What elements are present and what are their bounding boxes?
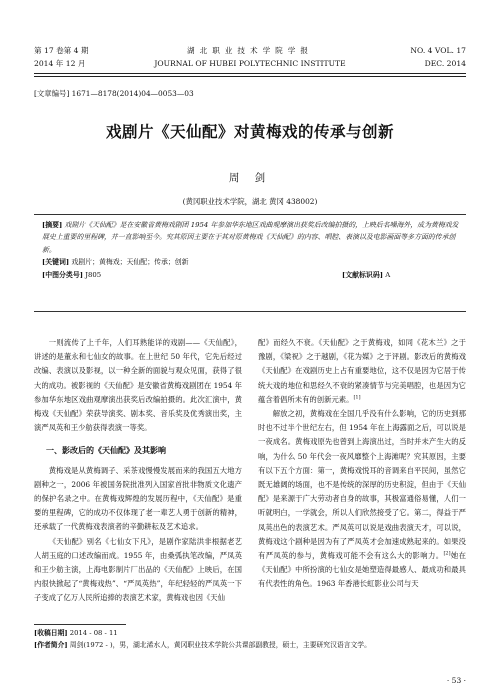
- footnote-author: [34, 639, 474, 651]
- doc-value: A: [385, 270, 391, 279]
- article-author: 周 剑: [228, 172, 272, 184]
- header-month-year: DEC. 2014: [424, 59, 466, 68]
- author-bio-label: [作者简介]: [34, 641, 68, 649]
- section-heading-1: 一、影改后的《天仙配》及其影响: [46, 445, 166, 456]
- abstract-text: 戏剧片《天仙配》是在安徽省黄梅戏剧团 1954 年参加华东地区戏曲观摩演出获奖后改编拍摄的，上映后名噪海外，成为黄梅戏发展史上重要的里程碑，并一直影响至今。究其原因主要在于其对原黄梅戏《天仙配》的内容、唱腔、表演以及电影画面等多方面的传承创新。: [42, 221, 459, 254]
- article-number: [文章编号] 1671—8178(2014)04—0053—03: [34, 89, 194, 98]
- class-label: [中图分类号]: [42, 270, 83, 279]
- continued-text: 配》而经久不衰。《天仙配》之于黄梅戏，如同《花木兰》之于豫剧，《梁祝》之于越剧，《花为媒》之于评剧。影改后的黄梅戏《天仙配》在戏剧历史上占有重要地位，这不仅是因为它居于传统大戏的地位和思经久不衰的紧凑情节与完美唱腔，也是因为它蕴含着倡所未有的创新元素。: [258, 338, 466, 404]
- body-paragraph-4-text: 解放之初，黄梅戏在全国几乎没有什么影响，它的历史到那时也不过半个世纪左右，但 1954 年在上海露面之后，可以说是一夜成名。黄梅戏原先也曾到上海演出过，当时并未产生大的反响，为什么 50 年代会一夜风靡整个上海滩呢？究其原因，主要有以下五个方面：第一，黄梅戏悦耳的音调来自平民间，虽然它既无雄阔的场面，也不是传统的深厚的历史积淀，但由于《天仙配》是来源于广大劳动者自身的故事，其极富通俗易懂，人们一听就明白，一学就会，所以人们欣然接受了它。第二，得益于严凤英出色的表演艺术。严凤英可以说是戏曲表演天才，可以说，黄梅戏这个剧种是因为有了严凤英才会加速成熟起来的。如果没有严凤英的参与，黄梅戏可能不会有这么大的影响力。: [258, 409, 466, 561]
- header-rule-thin: [34, 76, 466, 77]
- footnote-divider: [34, 624, 126, 625]
- body-paragraph-3: 《天仙配》别名《七仙女下凡》，是剧作家陆洪非根据老艺人胡玉庭的口述改编而成。1955 年，由桑弧执笔改编，严凤英和王少舫主演，上海电影制片厂出品的《天仙配》上映后，在国内很快掀起了“黄梅戏热”、“严凤英热”，年纪轻轻的严凤英一下子变成了亿万人民所追捧的表演艺术家，黄梅戏也因《天仙: [34, 536, 242, 603]
- body-paragraph-4: [258, 407, 466, 592]
- received-date: 2014 - 08 - 11: [69, 629, 118, 637]
- header-volume: 第 17 卷第 4 期: [34, 46, 89, 55]
- class-value: J805: [85, 270, 102, 279]
- footnote-received: [34, 627, 474, 639]
- citation-2: [2]: [443, 550, 451, 557]
- keywords-label: [关键词]: [42, 258, 70, 267]
- keywords-text: 戏剧片；黄梅戏；天仙配；传承；创新: [71, 258, 189, 267]
- header-rule-thick: [34, 73, 466, 74]
- abstract-label: [摘要]: [42, 221, 63, 229]
- abstract-box: [34, 214, 466, 312]
- header-journal-cn: 湖北职业技术学院学报: [187, 46, 313, 55]
- intro-paragraph: 一则流传了上千年，人们耳熟能详的戏剧——《天仙配》，讲述的是董永和七仙女的故事。在上世纪 50 年代，它先后经过改编、表演以及影视，以一种全新的面貌与观众见面，获得了很大的成功。被影视的《天仙配》是安徽省黄梅戏剧团在 1954 年参加华东地区戏曲观摩演出获奖后改编拍摄的。此次汇演中，黄梅戏《天仙配》荣获导演奖、剧本奖、音乐奖及优秀演出奖，主演严凤英和王少舫获得表演一等奖。: [34, 338, 242, 433]
- doc-code: [342, 269, 390, 281]
- body-paragraph-4-cont: 她在《天仙配》中所扮演的七仙女是她塑造得最感人、最成功和最具有代表性的角色。1963 年香港长虹影业公司与天: [258, 551, 466, 589]
- header-date: 2014 年 12 月: [34, 59, 86, 68]
- author-affiliation: (黄冈职业技术学院，湖北 黄冈 438002): [182, 197, 318, 206]
- left-column: [34, 336, 242, 606]
- keywords: [42, 256, 460, 268]
- header-no-vol: NO. 4 VOL. 17: [410, 46, 466, 55]
- header-number: [410, 44, 466, 70]
- received-label: [收稿日期]: [34, 629, 68, 637]
- footnotes: [34, 627, 474, 651]
- doc-label: [文献标识码]: [342, 270, 383, 279]
- citation-1: [1]: [353, 394, 361, 401]
- article-title: 戏剧片《天仙配》对黄梅戏的传承与创新: [105, 122, 394, 141]
- body-paragraph-2: 黄梅戏是从黄梅调子、采茶戏慢慢发展而来的我国五大地方剧种之一，2006 年被国务院批准列入国家首批非物质文化遗产的保护名录之中。在黄梅戏辉煌的发展历程中，《天仙配》是重要的里程碑，它的成功不仅体现了老一辈艺人勇于创新的精神，还承载了一代黄梅戏表演者的辛勤耕耘及艺术追求。: [34, 465, 242, 532]
- header-journal: [34, 44, 466, 70]
- continued-paragraph: [258, 336, 466, 407]
- page-number: · 53 ·: [446, 676, 466, 685]
- header-journal-en: JOURNAL OF HUBEI POLYTECHNIC INSTITUTE: [154, 59, 346, 68]
- author-bio: 周剑(1972 - )，男，湖北浠水人，黄冈职业技术学院公共课部副教授，硕士，主要研究汉语言文学。: [69, 641, 371, 649]
- abstract: [42, 219, 460, 256]
- right-column: [258, 336, 466, 592]
- classification-row: [42, 269, 460, 281]
